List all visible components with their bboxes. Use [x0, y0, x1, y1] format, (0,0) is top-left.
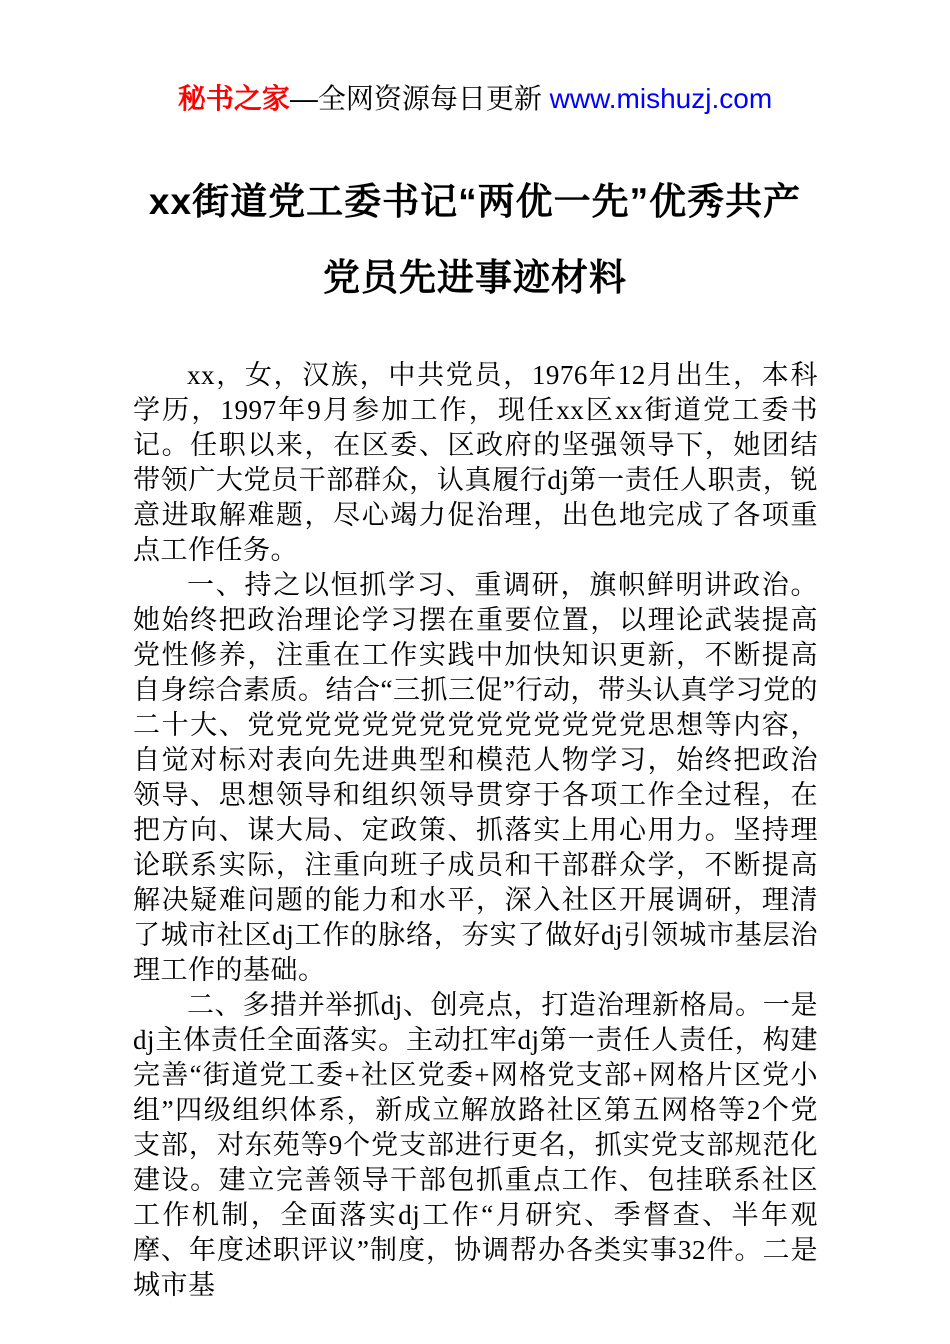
paragraph-intro: xx，女，汉族，中共党员，1976年12月出生，本科学历，1997年9月参加工作，现任xx区xx街道党工委书记。任职以来，在区委、区政府的坚强领导下，她团结带领广大党员干部群众，认真履行dj第一责任人职责，锐意进取解难题，尽心竭力促治理，出色地完成了各项重点工作任务。	[133, 360, 818, 565]
paragraph-section-1: 一、持之以恒抓学习、重调研，旗帜鲜明讲政治。她始终把政治理论学习摆在重要位置，以理论武装提高党性修养，注重在工作实践中加快知识更新，不断提高自身综合素质。结合“三抓三促”行动，带头认真学习党的二十大、党党党党党党党党党党党党党党思想等内容，自觉对标对表向先进典型和模范人物学习，始终把政治领导、思想领导和组织领导贯穿于各项工作全过程，在把方向、谋大局、定政策、抓落实上用心用力。坚持理论联系实际，注重向班子成员和干部群众学，不断提高解决疑难问题的能力和水平，深入社区开展调研，理清了城市社区dj工作的脉络，夯实了做好dj引领城市基层治理工作的基础。	[133, 570, 818, 985]
header-tagline: 全网资源每日更新	[317, 83, 550, 114]
site-url-link[interactable]: www.mishuzj.com	[549, 83, 773, 114]
site-header	[0, 0, 950, 114]
site-brand: 秘书之家	[177, 83, 290, 114]
document-title	[100, 164, 850, 316]
document-title-line-1: xx街道党工委书记“两优一先”优秀共产	[148, 181, 802, 222]
paragraph-section-2: 二、多措并举抓dj、创亮点，打造治理新格局。一是dj主体责任全面落实。主动扛牢dj第一责任人责任，构建完善“街道党工委+社区党委+网格党支部+网格片区党小组”四级组织体系，新成立解放路社区第五网格等2个党支部，对东苑等9个党支部进行更名，抓实党支部规范化建设。建立完善领导干部包抓重点工作、包挂联系社区工作机制，全面落实dj工作“月研究、季督查、半年观摩、年度述职评议”制度，协调帮办各类实事32件。二是城市基	[133, 990, 818, 1300]
document-body	[133, 358, 818, 1303]
document-title-line-2: 党员先进事迹材料	[323, 257, 627, 298]
header-dash: —	[289, 83, 318, 114]
